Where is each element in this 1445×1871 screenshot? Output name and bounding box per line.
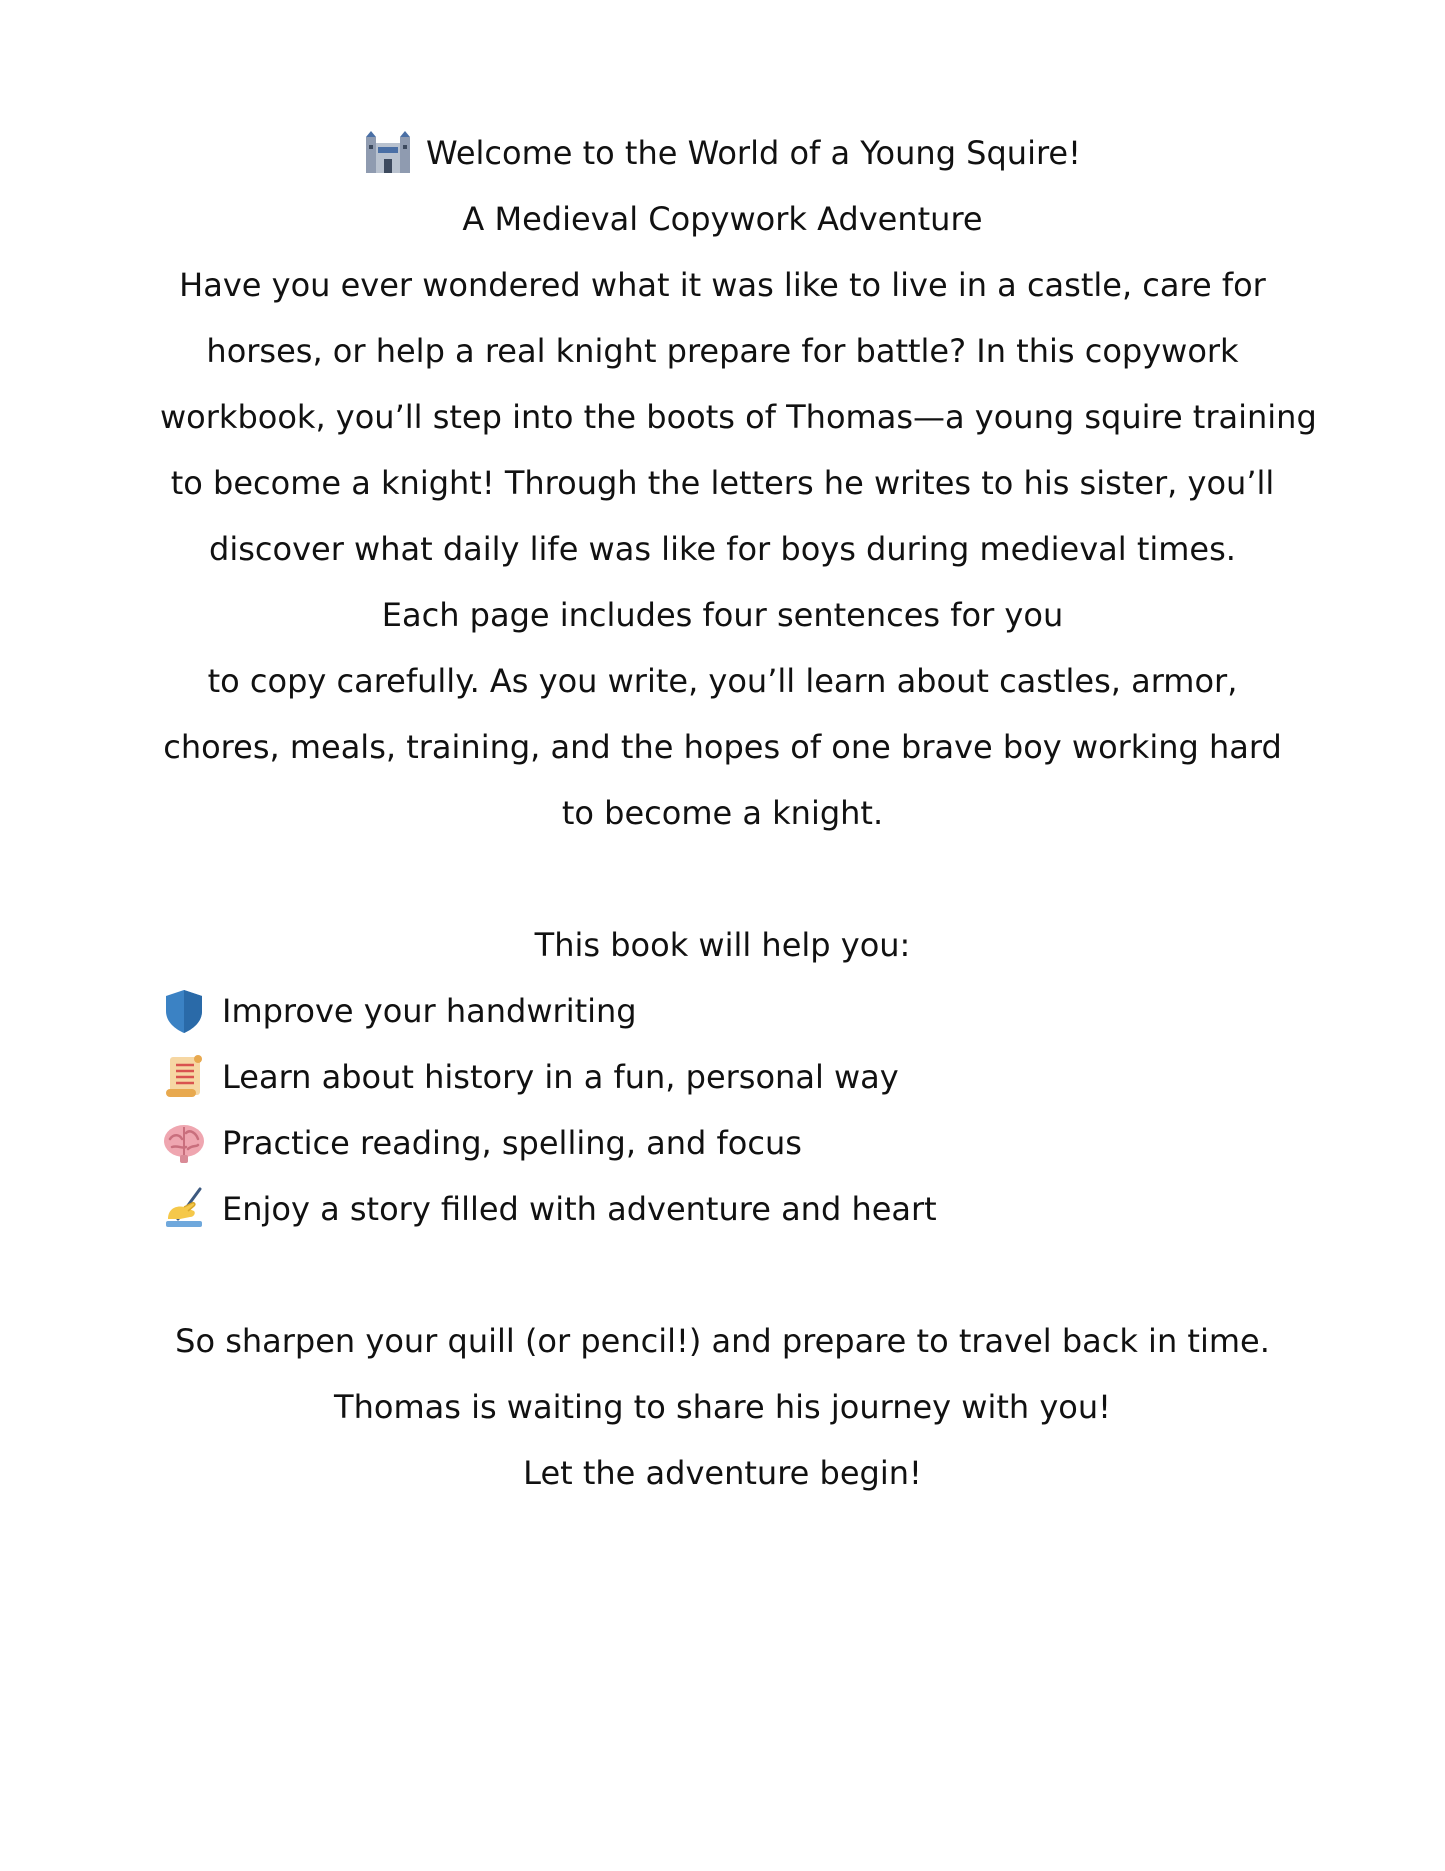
intro-line: Each page includes four sentences for you bbox=[381, 596, 1064, 634]
list-item bbox=[160, 1176, 1285, 1242]
spacer bbox=[160, 846, 1285, 912]
closing-line: So sharpen your quill (or pencil!) and prepare to travel back in time. bbox=[175, 1322, 1270, 1360]
intro-line: to become a knight. bbox=[561, 794, 884, 832]
intro-line: chores, meals, training, and the hopes of one brave boy working hard bbox=[163, 728, 1282, 766]
benefit-text: Improve your handwriting bbox=[222, 992, 637, 1030]
scroll-icon bbox=[160, 1053, 208, 1101]
list-item bbox=[160, 978, 1285, 1044]
benefits-heading: This book will help you: bbox=[534, 926, 911, 964]
title-line bbox=[160, 120, 1285, 186]
intro-line: workbook, you’ll step into the boots of Thomas—a young squire training bbox=[160, 398, 1317, 436]
writing-hand-icon bbox=[160, 1185, 208, 1233]
intro-line: discover what daily life was like for boys during medieval times. bbox=[209, 530, 1236, 568]
shield-icon bbox=[160, 987, 208, 1035]
benefits-list bbox=[160, 978, 1285, 1242]
intro-line: to become a knight! Through the letters he writes to his sister, you’ll bbox=[170, 464, 1275, 502]
brain-icon bbox=[160, 1119, 208, 1167]
intro-line: Have you ever wondered what it was like to live in a castle, care for bbox=[179, 266, 1266, 304]
intro-line: horses, or help a real knight prepare for battle? In this copywork bbox=[206, 332, 1239, 370]
benefit-text: Enjoy a story filled with adventure and heart bbox=[222, 1190, 937, 1228]
benefit-text: Practice reading, spelling, and focus bbox=[222, 1124, 802, 1162]
document-body bbox=[160, 120, 1317, 1506]
list-item bbox=[160, 1044, 1285, 1110]
closing-line: Thomas is waiting to share his journey with you! bbox=[334, 1388, 1111, 1426]
page-title: Welcome to the World of a Young Squire! bbox=[426, 134, 1081, 172]
list-item bbox=[160, 1110, 1285, 1176]
closing-line: Let the adventure begin! bbox=[523, 1454, 922, 1492]
castle-icon bbox=[364, 131, 412, 175]
intro-line: to copy carefully. As you write, you’ll learn about castles, armor, bbox=[207, 662, 1238, 700]
benefit-text: Learn about history in a fun, personal way bbox=[222, 1058, 899, 1096]
subtitle: A Medieval Copywork Adventure bbox=[462, 200, 983, 238]
spacer bbox=[160, 1242, 1285, 1308]
